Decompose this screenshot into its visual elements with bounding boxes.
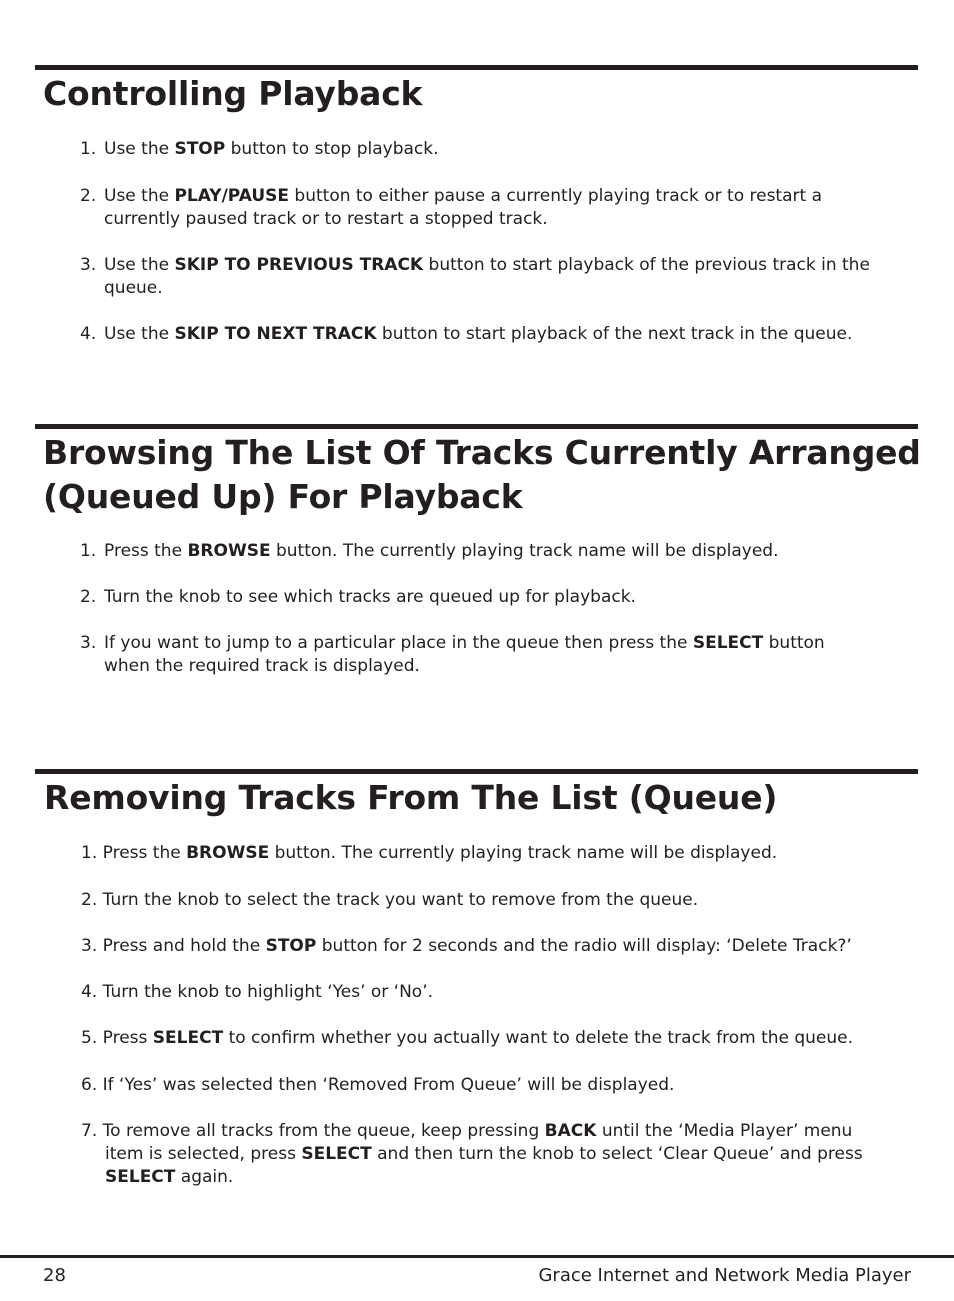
section-divider bbox=[35, 65, 918, 70]
button-name: BROWSE bbox=[187, 541, 271, 561]
button-name: BACK bbox=[544, 1121, 597, 1141]
item-number: 3. bbox=[81, 936, 98, 956]
section-divider bbox=[35, 424, 918, 429]
item-number: 3. bbox=[80, 255, 97, 275]
item-number: 7. bbox=[81, 1121, 98, 1141]
button-name: STOP bbox=[174, 139, 226, 159]
section-title-controlling-playback: Controlling Playback bbox=[43, 74, 423, 113]
item-number: 2. bbox=[80, 186, 97, 206]
item-number: 1. bbox=[80, 139, 97, 159]
footer-divider bbox=[0, 1255, 954, 1258]
item-number: 2. bbox=[81, 890, 98, 910]
item-number: 1. bbox=[80, 541, 97, 561]
list-item: 2. Turn the knob to select the track you want to remove from the queue. bbox=[81, 890, 699, 910]
item-number: 5. bbox=[81, 1028, 98, 1048]
item-number: 4. bbox=[80, 324, 97, 344]
list-item: 3. Press and hold the STOP button for 2 seconds and the radio will display: ‘Delete Track?’ bbox=[81, 936, 852, 956]
item-number: 3. bbox=[80, 633, 97, 653]
item-number: 4. bbox=[81, 982, 98, 1002]
button-name: SELECT bbox=[692, 633, 764, 653]
list-item: 5. Press SELECT to confirm whether you actually want to delete the track from the queue. bbox=[81, 1028, 854, 1048]
section-title-browsing-queue: Browsing The List Of Tracks Currently Arranged (Queued Up) For Playback bbox=[43, 433, 921, 516]
product-name: Grace Internet and Network Media Player bbox=[538, 1265, 911, 1286]
button-name: SELECT bbox=[152, 1028, 224, 1048]
section-divider bbox=[35, 769, 918, 774]
item-number: 1. bbox=[81, 843, 98, 863]
item-number: 6. bbox=[81, 1075, 98, 1095]
item-number: 2. bbox=[80, 587, 97, 607]
button-name: BROWSE bbox=[186, 843, 270, 863]
page-number: 28 bbox=[43, 1265, 66, 1286]
button-name: SELECT bbox=[105, 1167, 176, 1187]
list-item: 1. Press the BROWSE button. The currently playing track name will be displayed. bbox=[81, 843, 778, 863]
button-name: PLAY/PAUSE bbox=[174, 186, 290, 206]
button-name: SELECT bbox=[301, 1144, 372, 1164]
button-name: SKIP TO PREVIOUS TRACK bbox=[174, 255, 424, 275]
section-title-removing-tracks: Removing Tracks From The List (Queue) bbox=[44, 778, 778, 817]
button-name: STOP bbox=[265, 936, 317, 956]
list-item: 7. To remove all tracks from the queue, keep pressing BACK until the ‘Media Player’ menu item is selected, press SELECT and then turn the knob to select ‘Clear Queue’ and press SELECT again. bbox=[81, 1121, 863, 1187]
list-item: 6. If ‘Yes’ was selected then ‘Removed From Queue’ will be displayed. bbox=[81, 1075, 675, 1095]
list-item: 4. Turn the knob to highlight ‘Yes’ or ‘No’. bbox=[81, 982, 433, 1002]
button-name: SKIP TO NEXT TRACK bbox=[174, 324, 377, 344]
